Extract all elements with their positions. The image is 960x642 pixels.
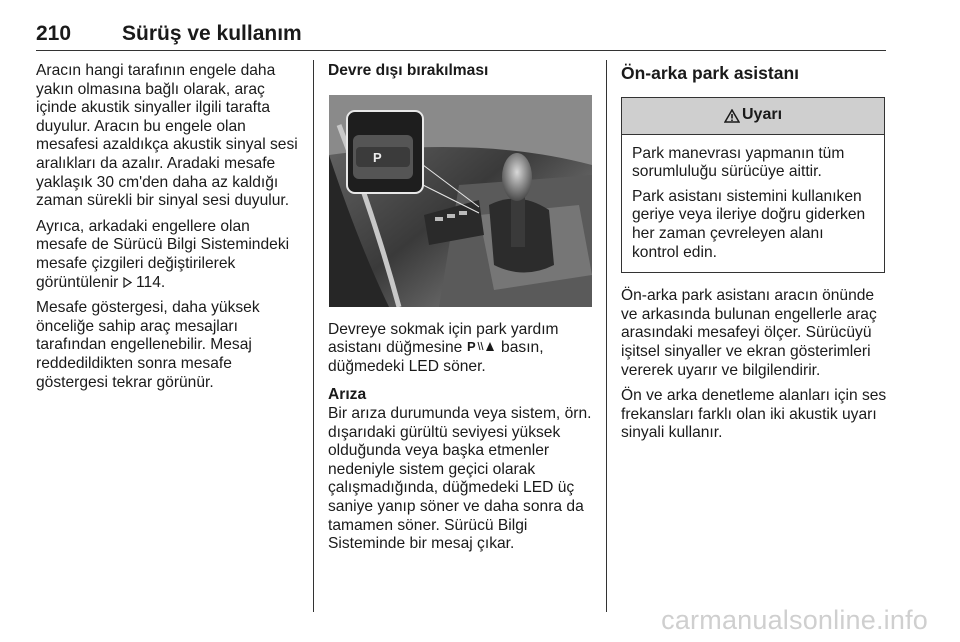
park-button-label: P	[373, 149, 382, 165]
column-divider-2	[606, 60, 607, 612]
paragraph	[36, 218, 304, 292]
column-3	[621, 62, 891, 450]
warning-header	[622, 98, 884, 135]
watermark: carmanualsonline.info	[661, 605, 928, 635]
column-1	[36, 62, 304, 399]
warning-text: Park manevrası yapmanın tüm sorumluluğu sürücüye aittir.	[632, 144, 845, 181]
page-reference-link[interactable]: 114.	[136, 273, 166, 291]
paragraph: Mesafe göstergesi, daha yüksek önceliğe sahip araç mesajları tarafından engellenebilir. Mesaj reddedildikten sonra mesafe göstergesi tekrar görünür.	[36, 299, 260, 391]
section-heading: Devre dışı bırakılması	[328, 62, 489, 79]
subheading: Arıza	[328, 386, 367, 404]
dashboard-photo	[329, 95, 592, 307]
column-2	[328, 62, 596, 561]
warning-text: Park asistanı sistemini kullanıken geriye veya ileriye doğru giderken her zaman çevreleyen alanı kontrol edin.	[632, 187, 866, 261]
header-rule	[36, 50, 886, 51]
paragraph	[328, 321, 596, 377]
section-title: Ön-arka park asistanı	[621, 63, 799, 83]
paragraph: Bir arıza durumunda veya sistem, örn. dışarıdaki gürültü seviyesi yüksek olduğunda veya başka etmenler nedeniyle sistem geçici olarak çalışmadığında, düğmedeki LED üç saniye yanıp söner ve daha sonra da tamamen söner. Sürücü Bilgi Sisteminde bir mesaj çıkar.	[328, 404, 592, 553]
paragraph: Ön ve arka denetleme alanları için ses frekansları farklı olan iki akustik uyarı sinyali kullanır.	[621, 387, 887, 442]
paragraph: Aracın hangi tarafının engele daha yakın olmasına bağlı olarak, araç içinde akustik sinyaller ilgili tarafta duyulur. Aracın bu engele olan mesafesi azaldıkça akustik sinyal sesi aralıkları da azalır. Aradaki mesafe yaklaşık 30 cm'den daha az kaldığı zaman sürekli bir sinyal sesi duyulur.	[36, 62, 298, 210]
paragraph-text: Devreye sokmak için park yardım asistanı düğmesine	[328, 320, 559, 357]
park-assist-button-icon	[467, 339, 497, 353]
warning-title: Uyarı	[741, 106, 783, 124]
page-header	[36, 22, 886, 52]
paragraph: Ön-arka park asistanı aracın önünde ve arkasında bulunan engellerle araç arasındaki mesafeyi ölçer. Sürücüyü işitsel sinyaller ve ekran gösterimleri vererek uyarır ve bilgilendirir.	[621, 287, 877, 379]
paragraph-text: basın, düğmedeki LED söner.	[328, 339, 544, 375]
column-divider-1	[313, 60, 314, 612]
svg-text:P: P	[466, 339, 476, 354]
reference-arrow-icon	[123, 277, 132, 288]
paragraph-text: Ayrıca, arkadaki engellere olan mesafe de Sürücü Bilgi Sistemindeki mesafe çizgileri değiştirilerek görüntülenir	[36, 217, 290, 291]
warning-body	[622, 135, 884, 273]
chapter-title: Sürüş ve kullanım	[122, 22, 302, 45]
warning-triangle-icon	[724, 109, 740, 123]
warning-box	[621, 97, 885, 274]
page-number: 210	[36, 22, 72, 45]
